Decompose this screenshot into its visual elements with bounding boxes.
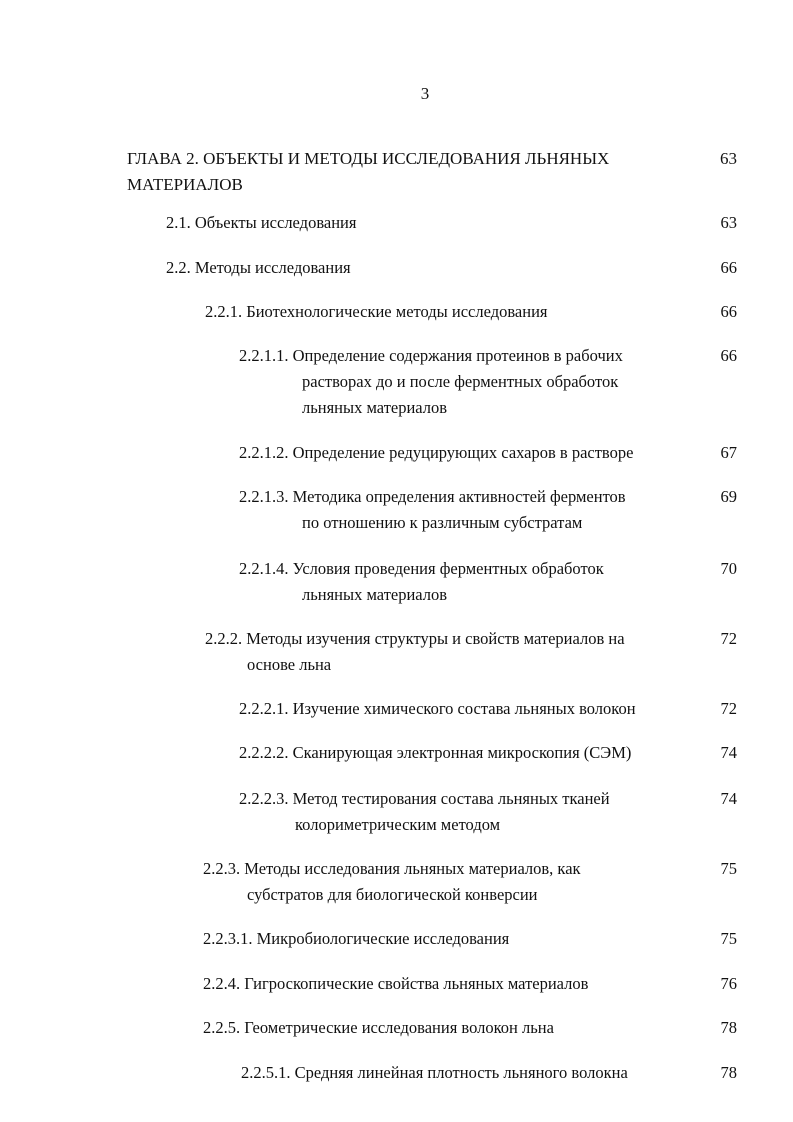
toc-entry-title-line: 2.2.2.2. Сканирующая электронная микроскопия (СЭМ) [239,743,632,762]
toc-entry-title [205,626,625,678]
toc-entry-page: 78 [720,1018,737,1037]
toc-entry-title [239,696,636,722]
toc-entry-title-line: 2.2.5.1. Средняя линейная плотность льняного волокна [241,1063,628,1082]
toc-entry-title-line: 2.2.1.3. Методика определения активностей ферментов [239,487,626,506]
toc-entry-page: 69 [720,487,737,506]
toc-entry-title-line: МАТЕРИАЛОВ [127,175,243,194]
toc-entry-title-line: 2.1. Объекты исследования [166,213,357,232]
toc-entry-title-line: 2.2.2. Методы изучения структуры и свойств материалов на [205,629,625,648]
toc-entry-page: 66 [720,302,737,321]
toc-entry-title [127,146,609,198]
page-number: 3 [420,84,430,103]
toc-entry-title [239,786,610,838]
toc-entry-page: 63 [720,213,737,232]
toc-entry-title-line: льняных материалов [302,398,448,417]
toc-entry-title-line: 2.2.2.3. Метод тестирования состава льняных тканей [239,789,610,808]
toc-entry-title-line: 2.2. Методы исследования [166,258,351,277]
toc-entry-title [239,440,633,466]
toc-entry-title-line: ГЛАВА 2. ОБЪЕКТЫ И МЕТОДЫ ИССЛЕДОВАНИЯ ЛЬНЯНЫХ [127,149,610,168]
toc-entry-title-line: 2.2.5. Геометрические исследования волокон льна [203,1018,554,1037]
toc-entry-title-line: 2.2.1.1. Определение содержания протеинов в рабочих [239,346,623,365]
toc-entry-title-line: 2.2.3. Методы исследования льняных материалов, как [203,859,581,878]
toc-entry-title [166,255,351,281]
toc-entry-page: 67 [720,443,737,462]
toc-entry-page: 63 [720,149,737,168]
toc-entry-title-line: 2.2.2.1. Изучение химического состава льняных волокон [239,699,636,718]
toc-entry-title [241,1060,628,1086]
toc-entry-page: 75 [720,929,737,948]
toc-entry-page: 76 [720,974,737,993]
toc-entry-page: 72 [720,699,737,718]
toc-entry-title-line: льняных материалов [302,585,448,604]
toc-entry-title [203,971,588,997]
toc-entry-title [239,740,631,766]
toc-entry-title [203,1015,554,1041]
toc-entry-page: 74 [720,743,737,762]
toc-entry-title-line: 2.2.1.2. Определение редуцирующих сахаров в растворе [239,443,634,462]
toc-entry-title [239,556,604,608]
toc-entry-title [203,856,581,908]
toc-entry-title [205,299,548,325]
toc-entry-title [166,210,356,236]
toc-entry-title-line: растворах до и после ферментных обработок [302,372,619,391]
toc-entry-title [239,484,626,536]
toc-entry-title-line: 2.2.3.1. Микробиологические исследования [203,929,510,948]
toc-entry-page: 70 [720,559,737,578]
toc-entry-title-line: по отношению к различным субстратам [302,513,583,532]
toc-entry-title-line: 2.2.1. Биотехнологические методы исследования [205,302,548,321]
toc-entry-title-line: основе льна [247,655,332,674]
toc-entry-page: 66 [720,346,737,365]
toc-entry-title-line: 2.2.1.4. Условия проведения ферментных обработок [239,559,604,578]
toc-entry-title-line: субстратов для биологической конверсии [247,885,538,904]
toc-entry-page: 75 [720,859,737,878]
toc-entry-page: 74 [720,789,737,808]
toc-entry-title [203,926,509,952]
toc-entry-title-line: 2.2.4. Гигроскопические свойства льняных материалов [203,974,589,993]
toc-entry-title-line: колориметрическим методом [295,815,501,834]
toc-entry-page: 78 [720,1063,737,1082]
toc-entry-page: 72 [720,629,737,648]
toc-entry-title [239,343,623,421]
toc-entry-page: 66 [720,258,737,277]
